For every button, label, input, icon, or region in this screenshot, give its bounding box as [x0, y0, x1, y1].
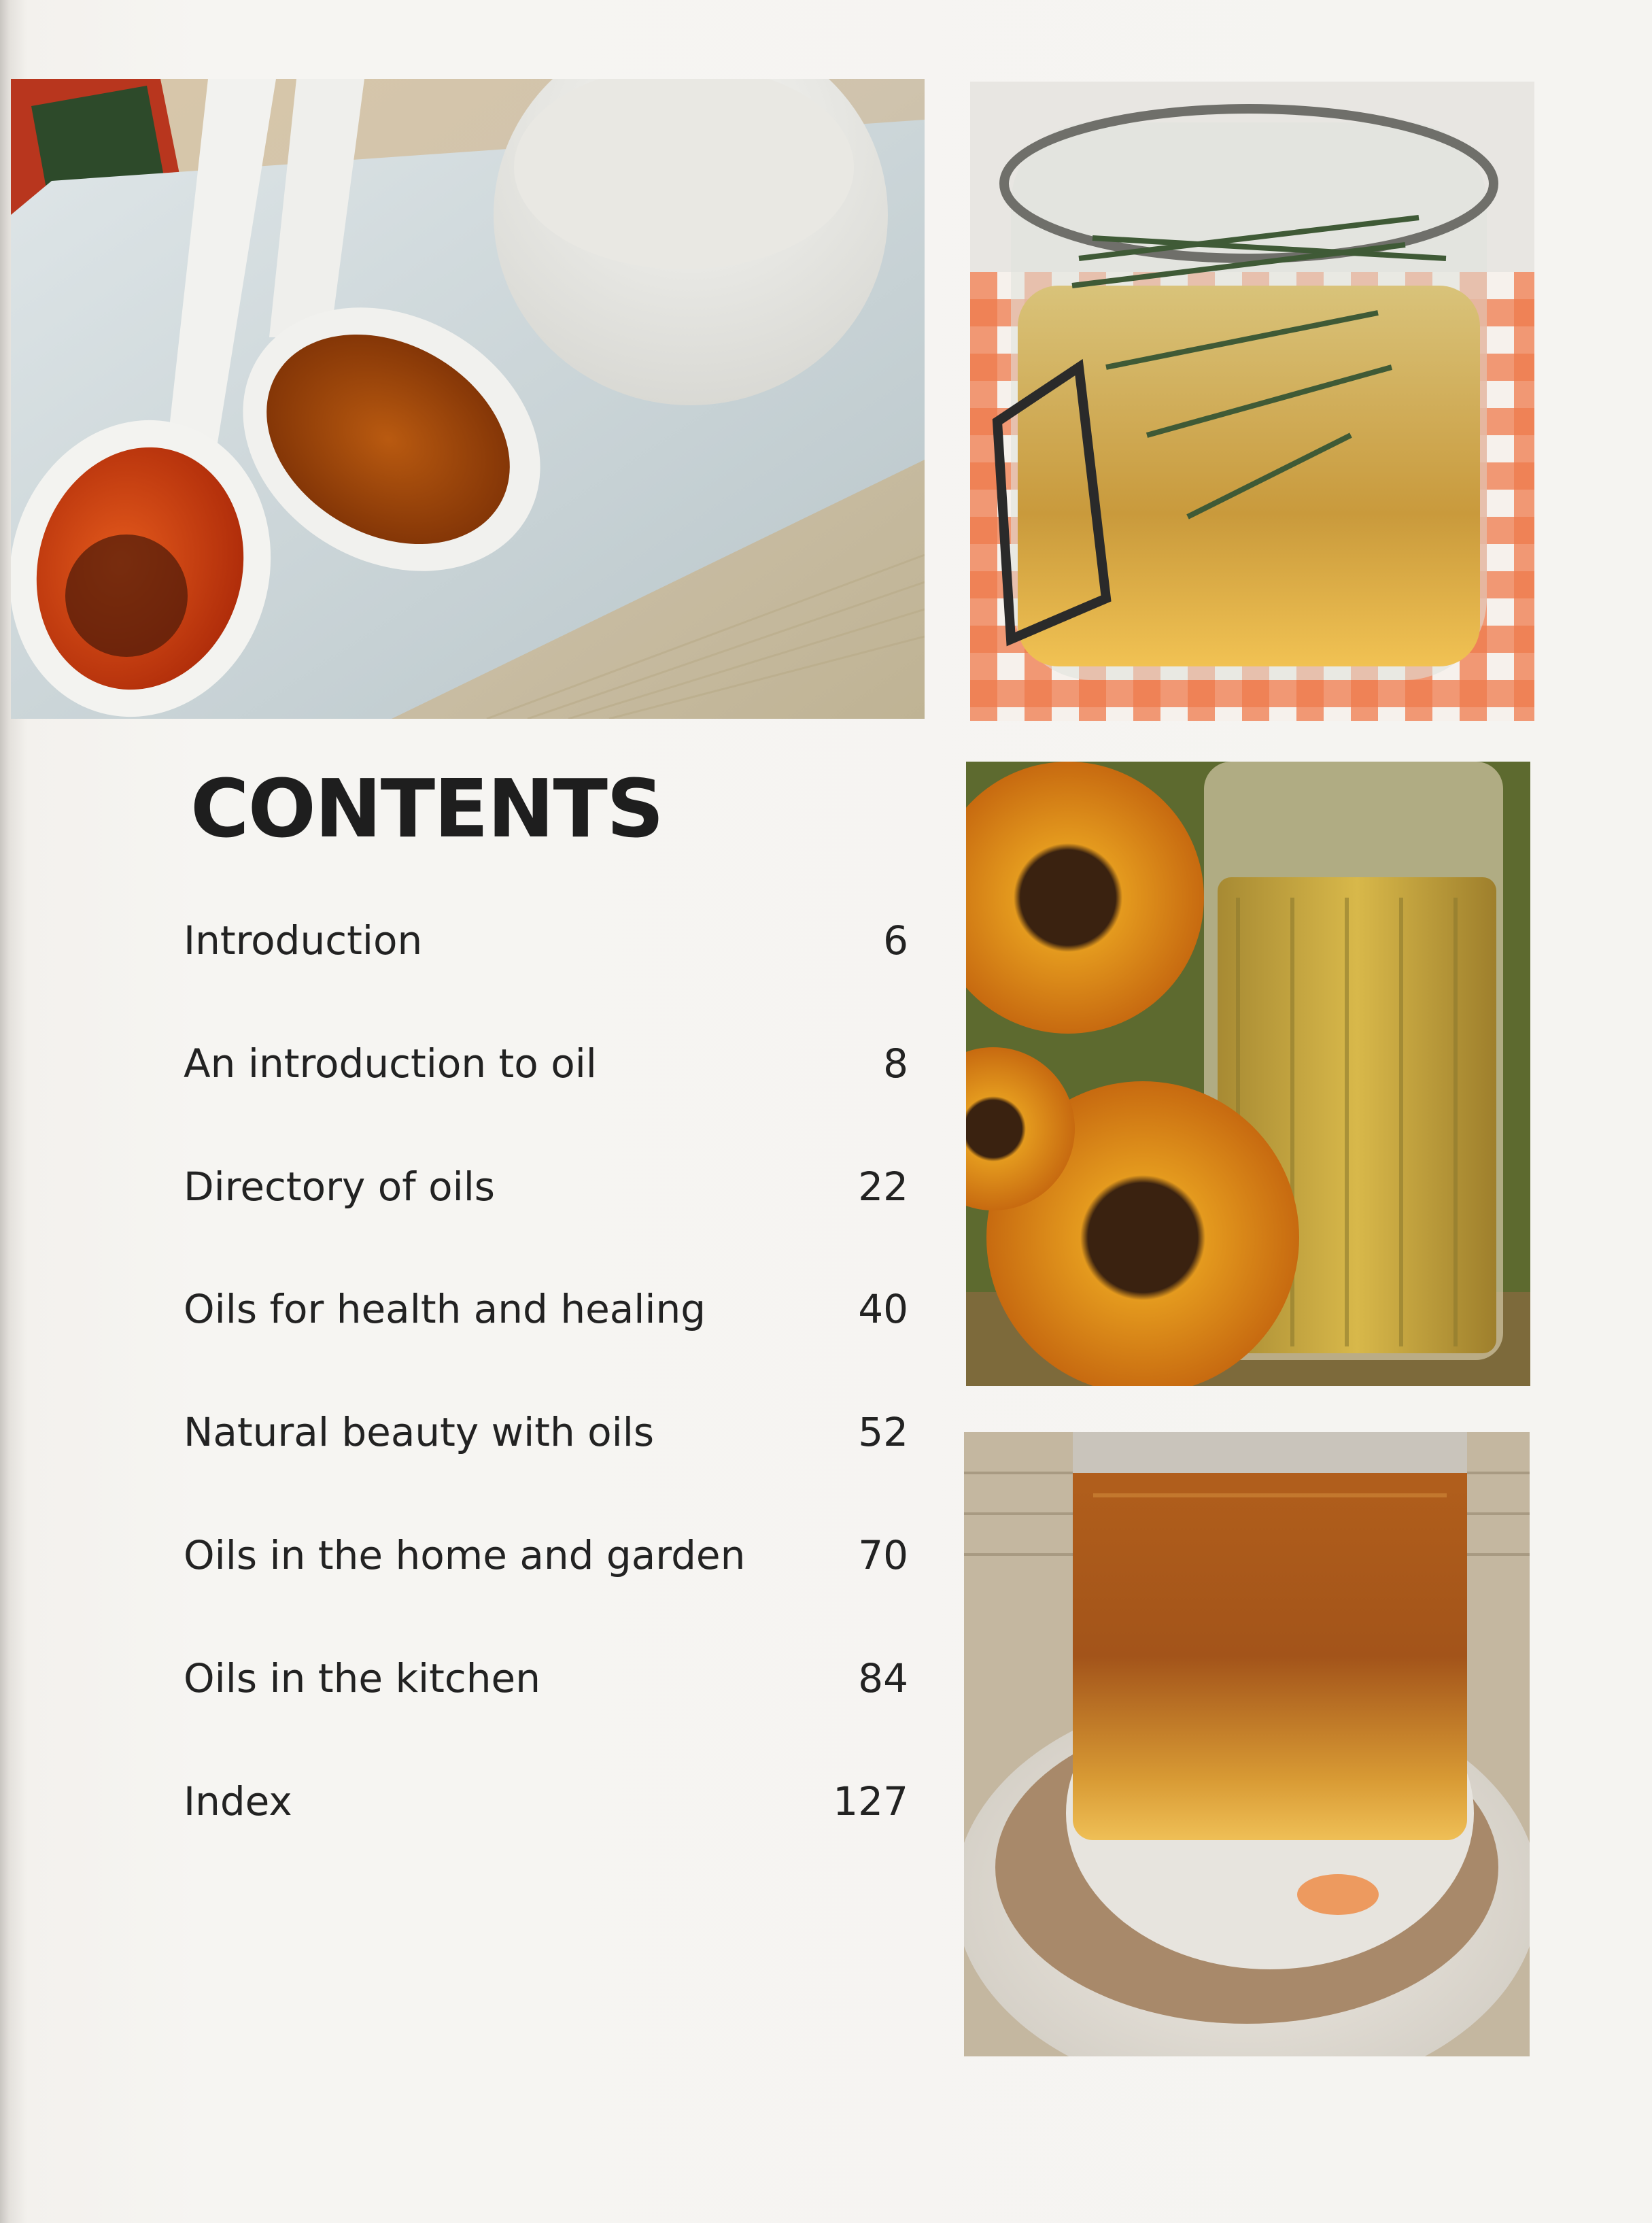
toc-entry-label: An introduction to oil	[184, 1040, 597, 1087]
toc-entry	[184, 910, 908, 971]
page-title: CONTENTS	[190, 762, 663, 855]
toc-entry-label: Directory of oils	[184, 1164, 496, 1210]
toc-entry-label: Introduction	[184, 917, 423, 964]
toc-entry-page: 6	[883, 917, 908, 964]
toc-entry	[184, 1033, 908, 1094]
toc-entry	[184, 1525, 908, 1586]
toc-entry	[184, 1278, 908, 1340]
toc-entry-label: Oils in the home and garden	[184, 1532, 746, 1578]
oil-glass-photo	[964, 1432, 1530, 2056]
toc-entry	[184, 1771, 908, 1832]
toc-entry-page: 70	[858, 1532, 908, 1578]
herb-oil-jar-photo	[970, 82, 1534, 721]
spoons-of-oil-photo	[11, 79, 925, 719]
toc-entry-page: 127	[833, 1778, 908, 1825]
toc-entry-page: 84	[858, 1655, 908, 1701]
toc-entry-label: Oils in the kitchen	[184, 1655, 541, 1701]
toc-entry	[184, 1402, 908, 1463]
toc-entry-label: Oils for health and healing	[184, 1286, 706, 1332]
toc-entry	[184, 1156, 908, 1217]
toc-entry-page: 52	[858, 1409, 908, 1455]
toc-entry-label: Index	[184, 1778, 292, 1825]
sunflower-oil-bottle-photo	[966, 762, 1530, 1386]
toc-entry	[184, 1648, 908, 1709]
toc-entry-label: Natural beauty with oils	[184, 1409, 655, 1455]
toc-entry-page: 22	[858, 1164, 908, 1210]
toc-entry-page: 8	[883, 1040, 908, 1087]
toc-entry-page: 40	[858, 1286, 908, 1332]
